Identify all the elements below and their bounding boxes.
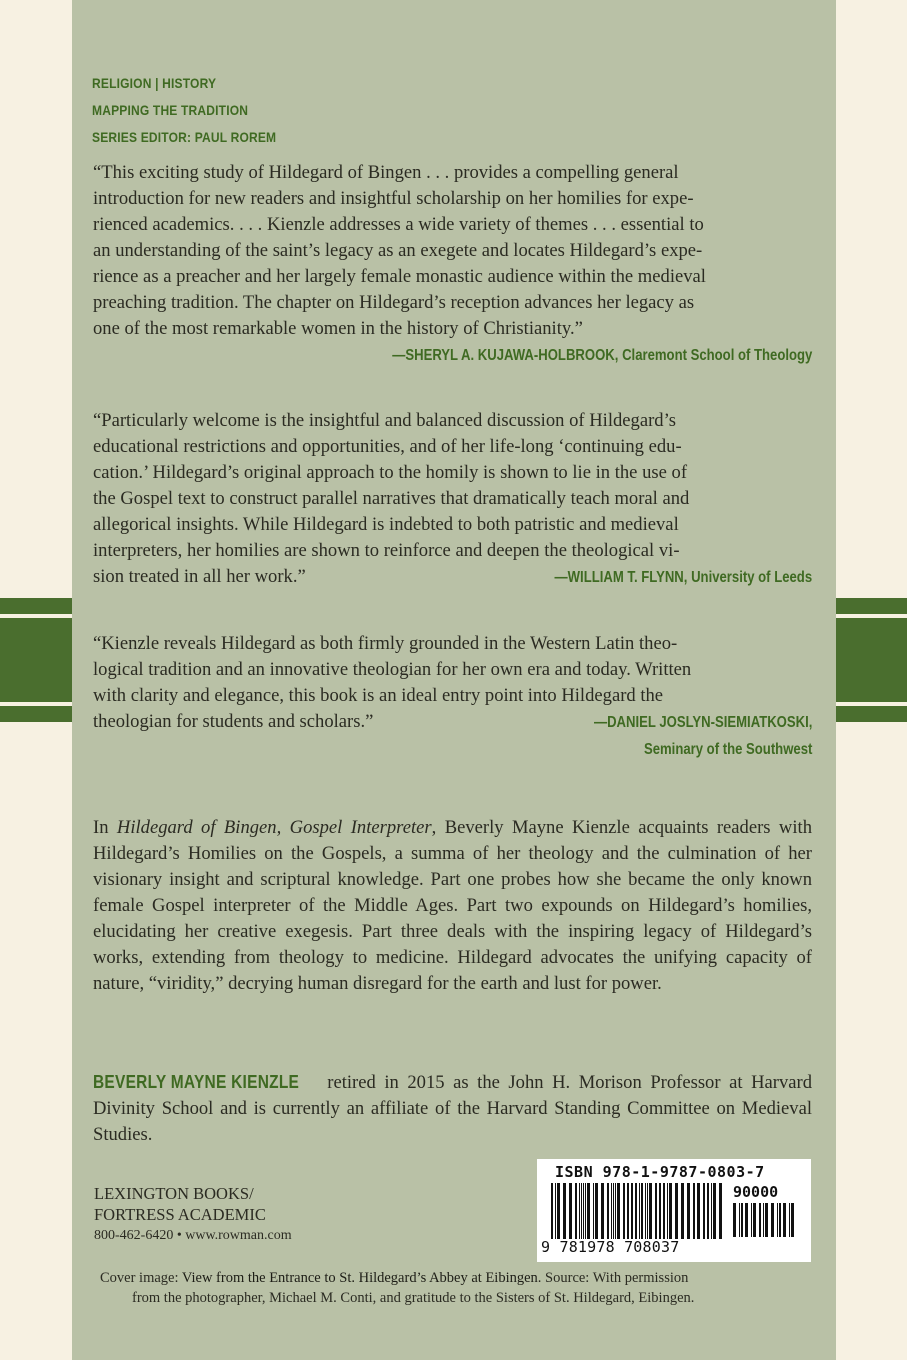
barcode-bar xyxy=(587,1183,590,1239)
endorsement-last-line xyxy=(93,564,812,591)
attribution-line xyxy=(498,564,812,591)
endorsement-line: rienced academics. . . . Kienzle addresses a wide variety of themes . . . essential to xyxy=(93,214,704,235)
barcode-bar xyxy=(667,1183,668,1239)
barcode-bar xyxy=(575,1183,577,1239)
credit-line xyxy=(100,1268,812,1288)
barcode-bar xyxy=(779,1203,781,1237)
description-prefix: In xyxy=(93,817,117,838)
author-bio xyxy=(93,1069,812,1148)
credit-image-title: View from the Entrance to St. Hildegard’s Abbey at Eibingen xyxy=(181,1270,538,1286)
author-name: BEVERLY MAYNE KIENZLE xyxy=(93,1072,300,1092)
bio-paragraph xyxy=(93,1069,812,1148)
ean-barcode-bars xyxy=(551,1183,727,1239)
description-paragraph xyxy=(93,815,812,997)
attribution-line xyxy=(93,342,812,369)
barcode-bar xyxy=(703,1183,705,1239)
endorsement-line: logical tradition and an innovative theologian for her own era and today. Written xyxy=(93,659,692,680)
barcode-bar xyxy=(641,1183,643,1239)
barcode-bar xyxy=(585,1183,586,1239)
barcode-bar xyxy=(635,1183,637,1239)
series-name: MAPPING THE TRADITION xyxy=(92,102,249,118)
ean-digits: 9 781978 708037 xyxy=(541,1238,680,1256)
barcode-bar xyxy=(617,1183,620,1239)
barcode-bar xyxy=(557,1183,560,1239)
bio-text: retired in 2015 as the John H. Morison Professor at Harvard Divinity School and is currently an affiliate of the Harvard Standing Committee on Medieval Studies. xyxy=(93,1072,812,1145)
barcode-bar xyxy=(739,1203,740,1237)
barcode-bar xyxy=(555,1183,556,1239)
barcode-bar xyxy=(669,1183,672,1239)
credit-source: . Source: With permission xyxy=(537,1270,689,1286)
barcode-bar xyxy=(759,1203,761,1237)
cover-credit xyxy=(100,1268,812,1308)
barcode-bar xyxy=(681,1183,684,1239)
barcode-bar xyxy=(631,1183,633,1239)
barcode-bar xyxy=(765,1203,768,1237)
barcode-bar xyxy=(791,1203,794,1237)
book-description xyxy=(93,815,812,997)
price-code: 90000 xyxy=(733,1183,779,1201)
endorsement-line: theologian for students and scholars.” xyxy=(93,711,374,732)
endorsement-line: allegorical insights. While Hildegard is indebted to both patristic and medieval xyxy=(93,514,679,535)
barcode-bar xyxy=(595,1183,598,1239)
endorsement-flynn xyxy=(93,408,812,591)
endorsement-line: cation.’ Hildegard’s original approach to the homily is shown to lie in the use of xyxy=(93,462,688,483)
endorsement-line: the Gospel text to construct parallel narratives that dramatically teach moral and xyxy=(93,488,690,509)
description-text: , Beverly Mayne Kienzle acquaints readers with Hildegard’s Homilies on the Gospels, a summa of her theology and the culmination of her visionary insight and scriptural knowledge. Part one probes how she became the only known female Gospel interpreter of the Middle Ages. Part two expounds on Hildegard’s homilies, elucidating her creative exegesis. Part three deals with the inspiring legacy of Hildegard’s works, extending from theology to medicine. Hildegard advocates the unifying capacity of nature, “viridity,” decrying human disregard for the earth and lust for power. xyxy=(93,817,812,994)
endorsement-affiliation: Seminary of the Southwest xyxy=(643,741,812,758)
barcode-bar xyxy=(675,1183,678,1239)
barcode-bar xyxy=(771,1203,774,1237)
barcode-bar xyxy=(687,1183,690,1239)
barcode-bar xyxy=(639,1183,640,1239)
endorsement-kujawa xyxy=(93,160,812,369)
endorsement-line: “Kienzle reveals Hildegard as both firmly grounded in the Western Latin theo- xyxy=(93,633,678,654)
barcode-bar xyxy=(645,1183,646,1239)
barcode-bar xyxy=(763,1203,764,1237)
barcode-bar xyxy=(611,1183,612,1239)
barcode-bar xyxy=(579,1183,580,1239)
publisher-imprint: FORTRESS ACADEMIC xyxy=(94,1205,266,1224)
barcode-bar xyxy=(753,1203,756,1237)
barcode-bar xyxy=(707,1183,709,1239)
credit-source-line: from the photographer, Michael M. Conti, and gratitude to the Sisters of St. Hildegard, Eibingen. xyxy=(132,1290,695,1306)
barcode-bar xyxy=(583,1183,584,1239)
barcode-bar xyxy=(623,1183,625,1239)
barcode-bar xyxy=(733,1203,736,1237)
endorsement-line: an understanding of the saint’s legacy as an exegete and locates Hildegard’s expe- xyxy=(93,240,703,261)
endorsement-attribution: —SHERYL A. KUJAWA-HOLBROOK, Claremont School of Theology xyxy=(391,347,812,364)
barcode-bar xyxy=(711,1183,712,1239)
barcode-bar xyxy=(719,1183,722,1239)
publisher-name: LEXINGTON BOOKS/ xyxy=(94,1184,254,1203)
barcode-bar xyxy=(783,1203,786,1237)
barcode-bar xyxy=(593,1183,594,1239)
barcode-bar xyxy=(627,1183,629,1239)
barcode-bar xyxy=(741,1203,743,1237)
attribution-line xyxy=(93,736,812,763)
endorsement-line: educational restrictions and opportunities, and of her life-long ‘continuing edu- xyxy=(93,436,682,457)
barcode-bar xyxy=(789,1203,790,1237)
series-editor: SERIES EDITOR: PAUL ROREM xyxy=(92,129,277,145)
endorsement-line: introduction for new readers and insightful scholarship on her homilies for expe- xyxy=(93,188,694,209)
barcode-bar xyxy=(751,1203,752,1237)
publisher-contact: 800-462-6420 • www.rowman.com xyxy=(94,1228,292,1243)
barcode-bar xyxy=(697,1183,700,1239)
barcode-bar xyxy=(581,1183,582,1239)
barcode-bar xyxy=(601,1183,604,1239)
barcode-bar xyxy=(613,1183,614,1239)
barcode-bar xyxy=(777,1203,778,1237)
endorsement-line: interpreters, her homilies are shown to reinforce and deepen the theological vi- xyxy=(93,540,680,561)
endorsement-line: one of the most remarkable women in the history of Christianity.” xyxy=(93,318,583,339)
barcode-bar xyxy=(649,1183,652,1239)
publisher-info xyxy=(94,1183,292,1246)
endorsement-joslyn xyxy=(93,631,812,763)
endorsement-last-line xyxy=(93,709,812,736)
barcode-bar xyxy=(569,1183,572,1239)
barcode-bar xyxy=(663,1183,665,1239)
endorsement-line: preaching tradition. The chapter on Hildegard’s reception advances her legacy as xyxy=(93,292,695,313)
isbn-label: ISBN 978-1-9787-0803-7 xyxy=(555,1163,765,1181)
credit-label: Cover image: xyxy=(100,1270,182,1286)
series-info xyxy=(92,70,276,151)
endorsement-line: rience as a preacher and her largely female monastic audience within the medieval xyxy=(93,266,706,287)
addon-barcode-bars xyxy=(733,1203,795,1237)
barcode-bar xyxy=(713,1183,716,1239)
endorsement-attribution: —DANIEL JOSLYN-SIEMIATKOSKI, xyxy=(593,714,812,731)
barcode-bar xyxy=(647,1183,648,1239)
attribution-line xyxy=(546,709,812,736)
endorsement-line: “This exciting study of Hildegard of Bingen . . . provides a compelling general xyxy=(93,162,679,183)
barcode-bar xyxy=(659,1183,661,1239)
endorsement-line: sion treated in all her work.” xyxy=(93,566,306,587)
book-title: Hildegard of Bingen, Gospel Interpreter xyxy=(116,817,432,838)
endorsement-line: with clarity and elegance, this book is an ideal entry point into Hildegard the xyxy=(93,685,664,706)
barcode-bar xyxy=(745,1203,748,1237)
barcode-bar xyxy=(693,1183,695,1239)
barcode-bar xyxy=(563,1183,566,1239)
barcode-bar xyxy=(615,1183,616,1239)
isbn-barcode xyxy=(537,1159,811,1262)
subject-label: RELIGION | HISTORY xyxy=(92,75,217,91)
barcode-bar xyxy=(551,1183,553,1239)
endorsement-attribution: —WILLIAM T. FLYNN, University of Leeds xyxy=(554,569,812,586)
barcode-bar xyxy=(607,1183,609,1239)
barcode-bar xyxy=(655,1183,657,1239)
endorsement-line: “Particularly welcome is the insightful and balanced discussion of Hildegard’s xyxy=(93,410,676,431)
